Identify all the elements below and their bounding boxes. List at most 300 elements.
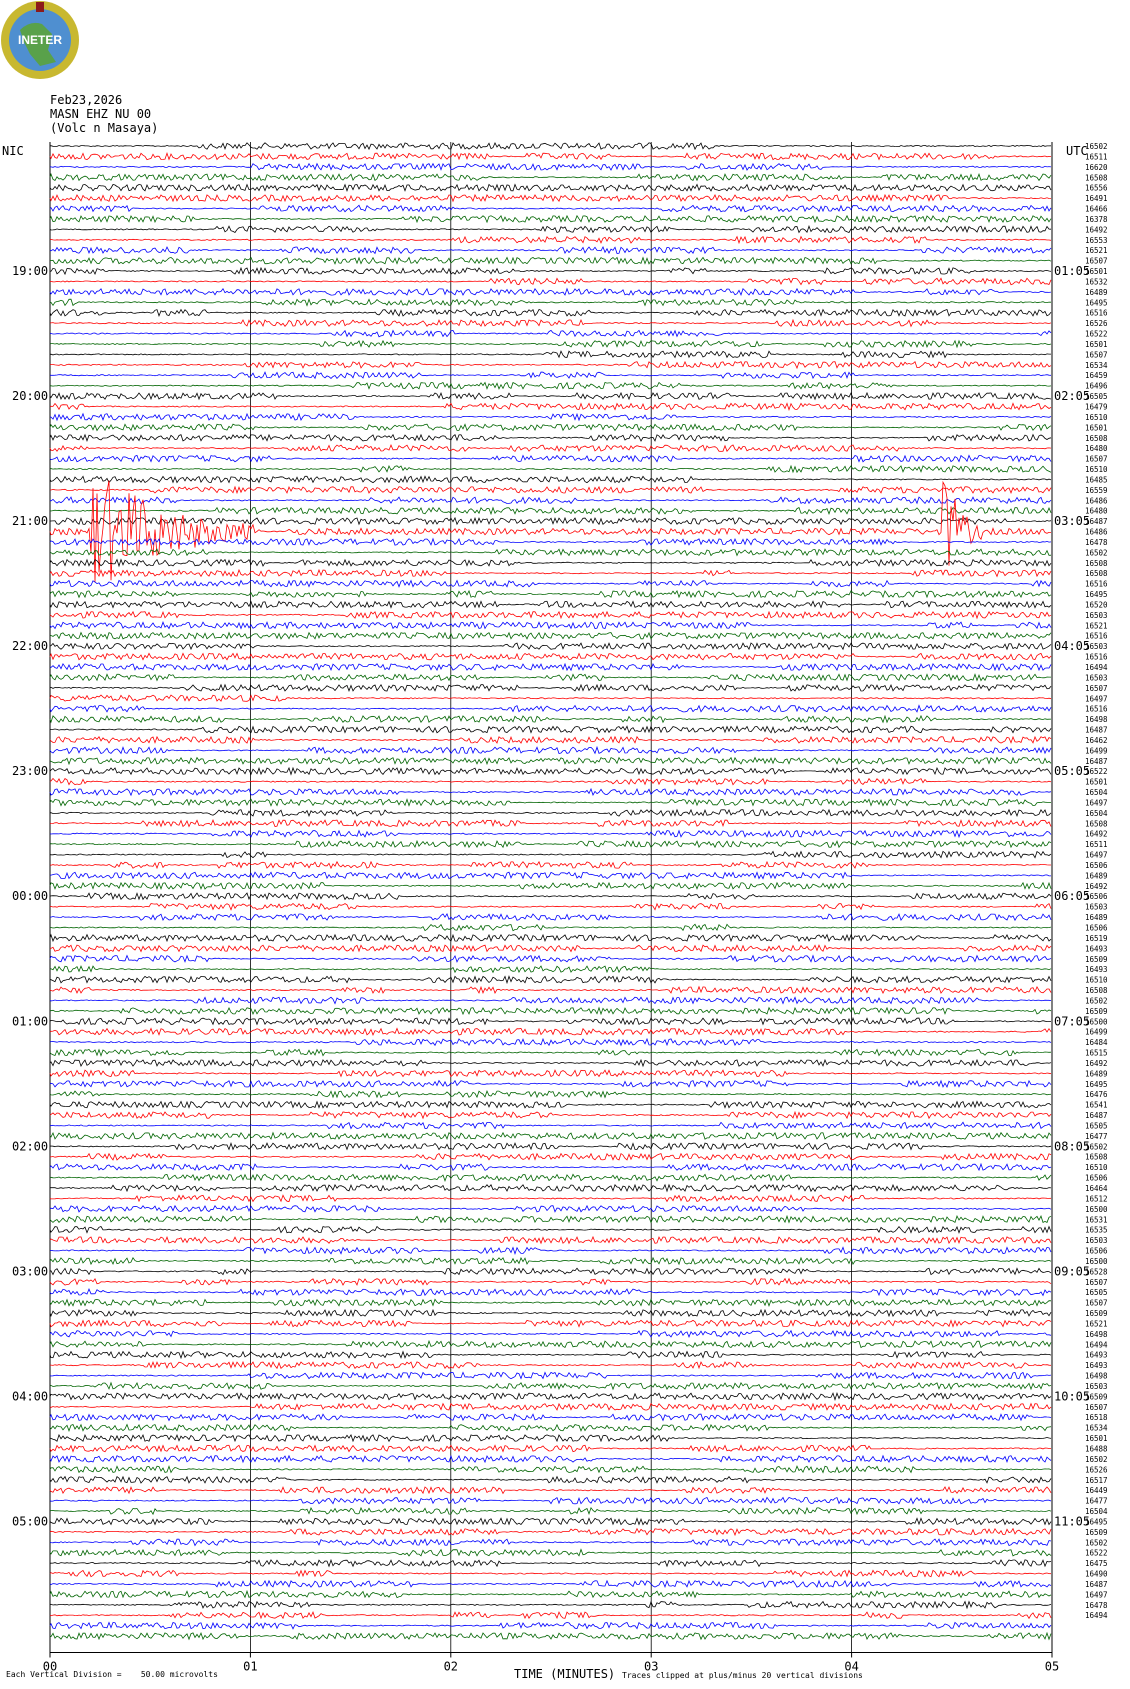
row-value-label: 16518 [1085,1413,1108,1423]
trace-row [50,1602,1051,1608]
row-value-label: 16501 [1085,267,1108,277]
row-value-label: 16508 [1085,433,1108,443]
trace-row [50,1425,1051,1431]
row-value-label: 16500 [1085,1204,1108,1214]
trace-row [50,268,1051,274]
row-value-label: 16493 [1085,965,1108,975]
right-time-label: 01:05 [1054,264,1091,279]
trace-row [50,1372,1051,1378]
trace-row [50,414,1051,420]
row-value-label: 16489 [1085,287,1108,297]
row-value-label: 16489 [1085,913,1108,923]
trace-row [50,779,1051,785]
trace-row [50,1529,1051,1535]
row-value-label: 16502 [1085,1538,1108,1548]
trace-row [50,643,1051,649]
row-value-label: 16507 [1085,256,1108,266]
row-value-label: 16526 [1085,319,1108,329]
row-value-label: 16531 [1085,1215,1108,1225]
trace-row [50,1341,1051,1347]
row-value-label: 16507 [1085,454,1108,464]
row-value-label: 16495 [1085,298,1108,308]
row-value-label: 16506 [1085,1246,1108,1256]
row-value-label: 16503 [1085,673,1108,683]
trace-row [50,580,1051,586]
station-label: MASN EHZ NU 00 [50,107,152,121]
row-value-label: 16476 [1085,1090,1108,1100]
scale-note: Each Vertical Division = 50.00 microvolts [6,1670,218,1679]
row-value-label: 16541 [1085,1100,1108,1110]
row-value-label: 16515 [1085,1048,1108,1058]
x-tick-label: 00 [42,1659,58,1674]
trace-row [50,1570,1051,1576]
trace-row [50,549,1051,555]
row-value-label: 16516 [1085,579,1108,589]
right-time-label: 11:05 [1054,1514,1091,1529]
row-value-label: 16556 [1085,183,1108,193]
row-value-label: 16503 [1085,902,1108,912]
trace-row [50,674,1051,680]
row-value-label: 16494 [1085,663,1108,672]
trace-row [50,539,1051,545]
row-value-label: 16506 [1085,923,1108,933]
date-label: Feb23,2026 [50,93,123,107]
row-value-label: 16477 [1085,1131,1108,1141]
trace-row [50,299,1051,305]
trace-row [50,841,1051,847]
row-value-label: 16509 [1085,954,1108,964]
row-value-label: 16509 [1085,1309,1108,1319]
trace-row [50,653,1051,659]
trace-row [50,153,1051,159]
trace-row [50,924,1051,930]
trace-row [50,1550,1051,1556]
trace-row [50,1122,1051,1128]
row-value-label: 16497 [1085,1590,1108,1600]
row-value-label: 16510 [1085,975,1108,985]
left-time-label: 00:00 [12,889,49,904]
trace-row [50,997,1051,1003]
row-value-label: 16507 [1085,350,1108,360]
trace-row [50,205,1051,211]
trace-row [50,1154,1051,1160]
row-value-label: 16508 [1085,819,1108,829]
trace-row [50,768,1051,774]
row-value-label: 16506 [1085,1173,1108,1183]
trace-row [50,164,1051,170]
row-value-label: 16489 [1085,871,1108,881]
row-value-label: 16507 [1085,1298,1108,1308]
trace-row [50,1206,1051,1212]
row-value-label: 16535 [1085,1225,1108,1235]
right-time-label: 10:05 [1054,1389,1091,1404]
row-value-label: 16508 [1085,986,1108,996]
trace-row [50,935,1051,941]
row-value-label: 16521 [1085,246,1108,256]
row-value-label: 16501 [1085,1434,1108,1444]
row-value-label: 16492 [1085,881,1108,891]
trace-row [50,1164,1051,1170]
row-value-label: 16497 [1085,850,1108,860]
trace-row [50,1352,1051,1358]
trace-row [50,1331,1051,1337]
row-value-label: 16504 [1085,1507,1108,1517]
row-value-label: 16521 [1085,1319,1108,1329]
trace-row [50,1102,1051,1108]
left-time-label: 22:00 [12,639,49,654]
trace-row [50,330,1051,336]
row-value-label: 16498 [1085,715,1108,725]
right-time-label: 06:05 [1054,889,1091,904]
trace-row [50,1060,1051,1066]
row-value-label: 16507 [1085,683,1108,693]
trace-row [50,226,1051,232]
trace-row [50,1216,1051,1222]
row-value-label: 16490 [1085,1569,1108,1579]
row-value-label: 16620 [1085,162,1108,172]
location-label: (Volc n Masaya) [50,121,159,135]
trace-row [50,424,1051,430]
row-value-label: 16507 [1085,1402,1108,1412]
left-time-label: 20:00 [12,389,49,404]
trace-row [50,1383,1051,1389]
row-value-label: 16487 [1085,517,1108,527]
trace-row [50,247,1051,253]
trace-row [50,966,1051,972]
trace-row [50,1018,1051,1024]
row-value-label: 16526 [1085,1465,1108,1475]
row-value-label: 16503 [1085,610,1108,620]
row-value-label: 16509 [1085,1006,1108,1016]
row-value-label: 16532 [1085,277,1108,287]
trace-row [50,393,1051,399]
row-value-label: 16516 [1085,652,1108,662]
row-value-label: 16480 [1085,506,1108,516]
trace-row [50,497,1051,503]
trace-row [50,185,1051,191]
trace-row [50,851,1051,857]
trace-row [50,601,1051,607]
row-value-label: 16503 [1085,1381,1108,1391]
left-time-label: 04:00 [12,1389,49,1404]
right-time-label: 04:05 [1054,639,1091,654]
row-value-label: 16501 [1085,423,1108,433]
x-tick-label: 03 [643,1659,659,1674]
row-value-label: 16503 [1085,1236,1108,1246]
trace-row [50,633,1051,639]
trace-row [50,1310,1051,1316]
trace-row [50,904,1051,910]
row-value-label: 16499 [1085,1027,1108,1037]
row-value-label: 16487 [1085,756,1108,766]
trace-row [50,195,1051,201]
trace-row [50,1560,1051,1566]
row-value-label: 16497 [1085,798,1108,808]
left-time-label: 03:00 [12,1264,49,1279]
row-value-label: 16521 [1085,621,1108,631]
trace-row [50,1320,1051,1326]
row-value-label: 16510 [1085,1163,1108,1173]
row-value-label: 16509 [1085,1527,1108,1537]
trace-row [50,289,1051,295]
row-value-label: 16508 [1085,569,1108,579]
row-value-label: 16519 [1085,933,1108,943]
row-value-label: 16504 [1085,788,1108,798]
row-value-label: 16486 [1085,496,1108,506]
row-value-label: 16498 [1085,1371,1108,1381]
row-value-label: 16496 [1085,381,1108,391]
trace-row [50,1008,1051,1014]
row-value-label: 16503 [1085,642,1108,652]
row-value-label: 16487 [1085,1111,1108,1121]
trace-row [50,372,1051,378]
trace-row [50,945,1051,951]
trace-row [50,1466,1051,1472]
trace-row [50,1070,1051,1076]
trace-row [50,1539,1051,1545]
row-value-label: 16500 [1085,1017,1108,1027]
row-value-label: 16492 [1085,225,1108,235]
trace-row [50,1268,1051,1274]
row-value-label: 16528 [1085,1267,1108,1277]
row-value-label: 16495 [1085,1517,1108,1527]
trace-row [50,1133,1051,1139]
row-value-label: 16507 [1085,1277,1108,1287]
row-value-label: 16475 [1085,1559,1108,1569]
trace-row [50,383,1051,389]
trace-row [50,1289,1051,1295]
row-value-label: 16494 [1085,1340,1108,1350]
row-value-label: 16499 [1085,746,1108,756]
trace-row [50,1623,1051,1629]
trace-row [50,237,1051,243]
trace-row [50,664,1051,670]
left-time-label: 02:00 [12,1139,49,1154]
row-value-label: 16559 [1085,485,1108,495]
trace-row [50,1633,1051,1639]
trace-row [50,1174,1051,1180]
trace-row [50,1414,1051,1420]
trace-row [50,1497,1051,1503]
row-value-label: 16506 [1085,892,1108,902]
trace-row [50,1039,1051,1045]
trace-row [50,1247,1051,1253]
row-value-label: 16464 [1085,1184,1108,1193]
trace-row [50,1445,1051,1451]
row-value-label: 16486 [1085,527,1108,537]
trace-row [50,1091,1051,1097]
trace-row [50,1487,1051,1493]
trace-row [50,570,1051,576]
trace-row [50,758,1051,764]
trace-row [50,1404,1051,1410]
row-value-label: 16509 [1085,1392,1108,1402]
trace-row [50,1143,1051,1149]
left-time-label: 23:00 [12,764,49,779]
trace-row [50,1049,1051,1055]
trace-row [50,1477,1051,1483]
right-time-label: 09:05 [1054,1264,1091,1279]
x-tick-label: 01 [243,1659,258,1674]
trace-row [50,466,1051,472]
trace-row [50,455,1051,461]
trace-row [50,716,1051,722]
row-value-label: 16492 [1085,829,1108,839]
row-value-label: 16516 [1085,308,1108,318]
trace-row [50,1456,1051,1462]
trace-row [50,831,1051,837]
trace-row [50,956,1051,962]
trace-row [50,476,1051,482]
trace-row [50,1279,1051,1285]
left-time-label: 21:00 [12,514,49,529]
row-value-label: 16495 [1085,1079,1108,1089]
row-value-label: 16480 [1085,444,1108,454]
row-value-label: 16492 [1085,1058,1108,1068]
row-value-label: 16534 [1085,1423,1108,1433]
row-value-label: 16378 [1085,214,1108,224]
trace-row [50,1393,1051,1399]
trace-row [50,1029,1051,1035]
row-value-label: 16504 [1085,808,1108,818]
trace-row [50,810,1051,816]
trace-row [50,976,1051,982]
trace-row [50,518,1051,524]
row-value-label: 16516 [1085,631,1108,641]
right-time-label: 05:05 [1054,764,1091,779]
left-time-label: 01:00 [12,1014,49,1029]
logo-text: INETER [17,33,63,47]
row-value-label: 16553 [1085,235,1108,245]
x-axis-title: TIME (MINUTES) [514,1667,616,1681]
row-value-label: 16497 [1085,694,1108,704]
row-value-label: 16517 [1085,1475,1108,1485]
row-value-label: 16522 [1085,329,1108,339]
trace-row [50,362,1051,368]
row-value-label: 16511 [1085,840,1108,850]
x-tick-label: 02 [443,1659,459,1674]
row-value-label: 16508 [1085,173,1108,183]
row-value-label: 16462 [1085,735,1108,745]
row-value-label: 16479 [1085,402,1108,412]
trace-row [50,257,1051,263]
row-value-label: 16505 [1085,1288,1108,1298]
trace-row [50,872,1051,878]
row-value-label: 16466 [1085,204,1108,214]
trace-row [50,706,1051,712]
trace-row [50,351,1051,357]
trace-row [50,685,1051,691]
trace-row [50,278,1051,284]
trace-row [50,987,1051,993]
right-zone-label: UTC [1066,144,1088,158]
row-value-label: 16493 [1085,944,1108,954]
trace-row [50,591,1051,597]
trace-row [50,862,1051,868]
trace-row [50,1435,1051,1441]
trace-row [50,1591,1051,1597]
trace-row [50,310,1051,316]
trace-row [50,445,1051,451]
trace-row [50,1112,1051,1118]
row-value-label: 16494 [1085,1611,1108,1621]
row-value-label: 16502 [1085,142,1108,151]
row-value-label: 16449 [1085,1486,1108,1496]
trace-row [50,789,1051,795]
row-value-label: 16501 [1085,777,1108,787]
row-value-label: 16522 [1085,767,1108,777]
row-value-label: 16510 [1085,465,1108,475]
trace-row [50,560,1051,566]
left-time-label: 19:00 [12,264,49,279]
row-value-label: 16534 [1085,360,1108,370]
row-value-label: 16502 [1085,548,1108,558]
row-value-label: 16489 [1085,1069,1108,1079]
trace-row [50,1518,1051,1524]
clip-note: Traces clipped at plus/minus 20 vertical divisions [622,1671,863,1680]
row-value-label: 16484 [1085,1038,1108,1048]
trace-row [50,435,1051,441]
row-value-label: 16485 [1085,475,1108,485]
trace-row [50,216,1051,222]
trace-row [50,320,1051,326]
row-value-label: 16501 [1085,339,1108,349]
trace-row [50,1195,1051,1201]
trace-row [50,747,1051,753]
row-value-label: 16516 [1085,704,1108,714]
row-value-label: 16478 [1085,537,1108,547]
row-value-label: 16493 [1085,1350,1108,1360]
trace-row [50,914,1051,920]
row-value-label: 16498 [1085,1329,1108,1339]
row-value-label: 16487 [1085,1579,1108,1589]
row-value-label: 16508 [1085,558,1108,568]
row-value-label: 16505 [1085,392,1108,402]
trace-row [50,487,1051,493]
row-value-label: 16487 [1085,725,1108,735]
trace-row [50,1508,1051,1514]
x-tick-label: 04 [844,1659,859,1674]
row-value-label: 16500 [1085,1256,1108,1266]
trace-row [50,799,1051,805]
trace-row [50,1299,1051,1305]
trace-row [50,883,1051,889]
row-value-label: 16505 [1085,1121,1108,1131]
trace-row [50,1227,1051,1233]
trace-row [50,508,1051,514]
row-value-label: 16502 [1085,1142,1108,1152]
trace-row [50,1581,1051,1587]
trace-row [50,1362,1051,1368]
row-value-label: 16488 [1085,1444,1108,1454]
row-value-label: 16459 [1085,371,1108,381]
trace-row [50,726,1051,732]
trace-row [50,481,1051,583]
row-value-label: 16502 [1085,996,1108,1006]
trace-row [50,403,1051,409]
trace-row [50,622,1051,628]
row-value-label: 16520 [1085,600,1108,610]
row-value-label: 16522 [1085,1548,1108,1558]
trace-row [50,695,1051,701]
row-value-label: 16506 [1085,860,1108,870]
row-value-label: 16510 [1085,412,1108,422]
row-value-label: 16491 [1085,194,1108,204]
row-value-label: 16508 [1085,1152,1108,1162]
trace-row [50,612,1051,618]
trace-row [50,1612,1051,1618]
x-tick-label: 05 [1044,1659,1060,1674]
